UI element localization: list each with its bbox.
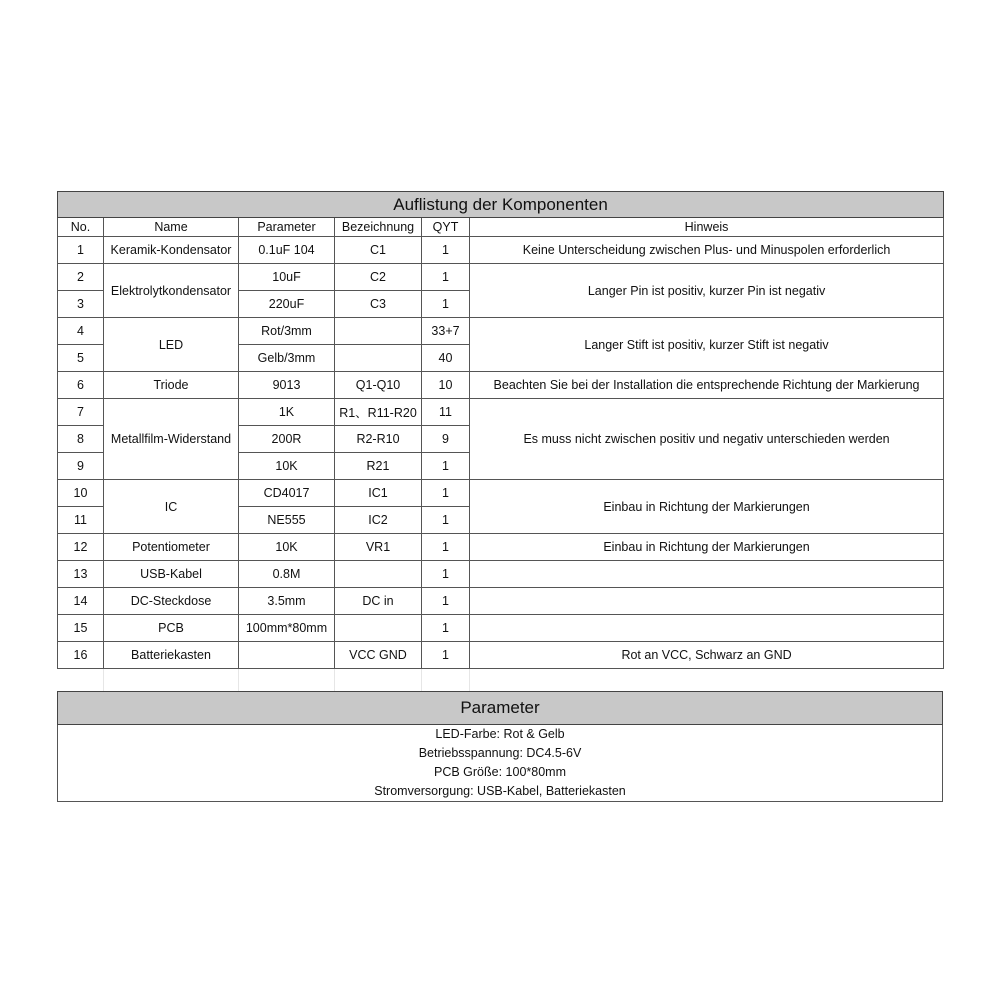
header-parameter: Parameter (239, 218, 335, 237)
cell-name: USB-Kabel (104, 561, 239, 588)
cell-qyt: 1 (422, 264, 470, 291)
cell-parameter: 0.8M (239, 561, 335, 588)
cell-qyt: 1 (422, 642, 470, 669)
parameter-line: Betriebsspannung: DC4.5-6V (418, 746, 582, 760)
cell-qyt: 40 (422, 345, 470, 372)
parameter-body-row (58, 725, 943, 802)
cell-qyt: 1 (422, 507, 470, 534)
cell-bezeichnung: VR1 (335, 534, 422, 561)
cell-parameter: 1K (239, 399, 335, 426)
cell-qyt: 11 (422, 399, 470, 426)
cell-parameter: 200R (239, 426, 335, 453)
parameter-line: PCB Größe: 100*80mm (434, 765, 566, 779)
table-row (58, 318, 944, 345)
cell-hinweis (470, 615, 944, 642)
cell-hinweis: Einbau in Richtung der Markierungen (470, 480, 944, 534)
cell-no: 1 (58, 237, 104, 264)
cell-hinweis: Langer Stift ist positiv, kurzer Stift ist negativ (470, 318, 944, 372)
components-title: Auflistung der Komponenten (58, 192, 944, 218)
cell-no: 13 (58, 561, 104, 588)
table-row (58, 399, 944, 426)
cell-no: 3 (58, 291, 104, 318)
cell-name: Batteriekasten (104, 642, 239, 669)
table-row (58, 561, 944, 588)
cell-bezeichnung: C3 (335, 291, 422, 318)
cell-parameter: 10uF (239, 264, 335, 291)
cell-hinweis (470, 561, 944, 588)
table-row (58, 372, 944, 399)
cell-parameter: 3.5mm (239, 588, 335, 615)
component-sheet (57, 191, 943, 802)
cell-no: 12 (58, 534, 104, 561)
cell-no: 6 (58, 372, 104, 399)
cell-qyt: 1 (422, 561, 470, 588)
components-title-row (58, 192, 944, 218)
cell-qyt: 1 (422, 534, 470, 561)
cell-hinweis: Langer Pin ist positiv, kurzer Pin ist negativ (470, 264, 944, 318)
cell-hinweis: Es muss nicht zwischen positiv und negativ unterschieden werden (470, 399, 944, 480)
parameter-table (57, 691, 943, 802)
cell-bezeichnung: VCC GND (335, 642, 422, 669)
cell-no: 5 (58, 345, 104, 372)
cell-name: Keramik-Kondensator (104, 237, 239, 264)
cell-parameter: Gelb/3mm (239, 345, 335, 372)
cell-parameter (239, 642, 335, 669)
cell-qyt: 1 (422, 291, 470, 318)
cell-parameter: 9013 (239, 372, 335, 399)
cell-bezeichnung: R2-R10 (335, 426, 422, 453)
components-body (58, 237, 944, 669)
parameter-line: LED-Farbe: Rot & Gelb (435, 727, 565, 741)
cell-no: 8 (58, 426, 104, 453)
cell-no: 16 (58, 642, 104, 669)
parameter-line: Stromversorgung: USB-Kabel, Batteriekasten (374, 784, 626, 798)
cell-bezeichnung (335, 615, 422, 642)
cell-bezeichnung: C2 (335, 264, 422, 291)
cell-qyt: 1 (422, 453, 470, 480)
cell-name: Triode (104, 372, 239, 399)
cell-hinweis: Keine Unterscheidung zwischen Plus- und Minuspolen erforderlich (470, 237, 944, 264)
header-no: No. (58, 218, 104, 237)
cell-hinweis: Rot an VCC, Schwarz an GND (470, 642, 944, 669)
table-row (58, 264, 944, 291)
table-row (58, 237, 944, 264)
cell-qyt: 1 (422, 480, 470, 507)
cell-parameter: 100mm*80mm (239, 615, 335, 642)
cell-qyt: 1 (422, 237, 470, 264)
cell-qyt: 33+7 (422, 318, 470, 345)
cell-no: 7 (58, 399, 104, 426)
cell-bezeichnung: IC1 (335, 480, 422, 507)
header-hinweis: Hinweis (470, 218, 944, 237)
cell-parameter: Rot/3mm (239, 318, 335, 345)
cell-name: Metallfilm-Widerstand (104, 399, 239, 480)
table-row (58, 534, 944, 561)
cell-bezeichnung: R21 (335, 453, 422, 480)
cell-bezeichnung: Q1-Q10 (335, 372, 422, 399)
header-name: Name (104, 218, 239, 237)
cell-name: LED (104, 318, 239, 372)
cell-parameter: NE555 (239, 507, 335, 534)
components-table (57, 191, 944, 691)
cell-bezeichnung (335, 345, 422, 372)
table-row (58, 642, 944, 669)
cell-qyt: 9 (422, 426, 470, 453)
cell-bezeichnung (335, 561, 422, 588)
cell-bezeichnung: R1、R11-R20 (335, 399, 422, 426)
cell-parameter: CD4017 (239, 480, 335, 507)
cell-bezeichnung: IC2 (335, 507, 422, 534)
parameter-title-row (58, 692, 943, 725)
cell-no: 2 (58, 264, 104, 291)
parameter-list (58, 725, 943, 802)
cell-no: 15 (58, 615, 104, 642)
header-qyt: QYT (422, 218, 470, 237)
cell-parameter: 10K (239, 453, 335, 480)
cell-no: 11 (58, 507, 104, 534)
cell-parameter: 0.1uF 104 (239, 237, 335, 264)
cell-hinweis: Einbau in Richtung der Markierungen (470, 534, 944, 561)
cell-qyt: 1 (422, 588, 470, 615)
cell-no: 10 (58, 480, 104, 507)
cell-no: 9 (58, 453, 104, 480)
cell-parameter: 10K (239, 534, 335, 561)
cell-qyt: 1 (422, 615, 470, 642)
cell-hinweis: Beachten Sie bei der Installation die entsprechende Richtung der Markierung (470, 372, 944, 399)
header-bezeichnung: Bezeichnung (335, 218, 422, 237)
cell-name: DC-Steckdose (104, 588, 239, 615)
table-row (58, 480, 944, 507)
column-header-row (58, 218, 944, 237)
cell-bezeichnung (335, 318, 422, 345)
cell-hinweis (470, 588, 944, 615)
spacer-row (58, 669, 944, 692)
cell-bezeichnung: DC in (335, 588, 422, 615)
cell-qyt: 10 (422, 372, 470, 399)
cell-no: 14 (58, 588, 104, 615)
cell-name: IC (104, 480, 239, 534)
cell-name: PCB (104, 615, 239, 642)
cell-parameter: 220uF (239, 291, 335, 318)
cell-name: Elektrolytkondensator (104, 264, 239, 318)
cell-name: Potentiometer (104, 534, 239, 561)
parameter-title: Parameter (58, 692, 943, 725)
cell-bezeichnung: C1 (335, 237, 422, 264)
table-row (58, 588, 944, 615)
cell-no: 4 (58, 318, 104, 345)
table-row (58, 615, 944, 642)
